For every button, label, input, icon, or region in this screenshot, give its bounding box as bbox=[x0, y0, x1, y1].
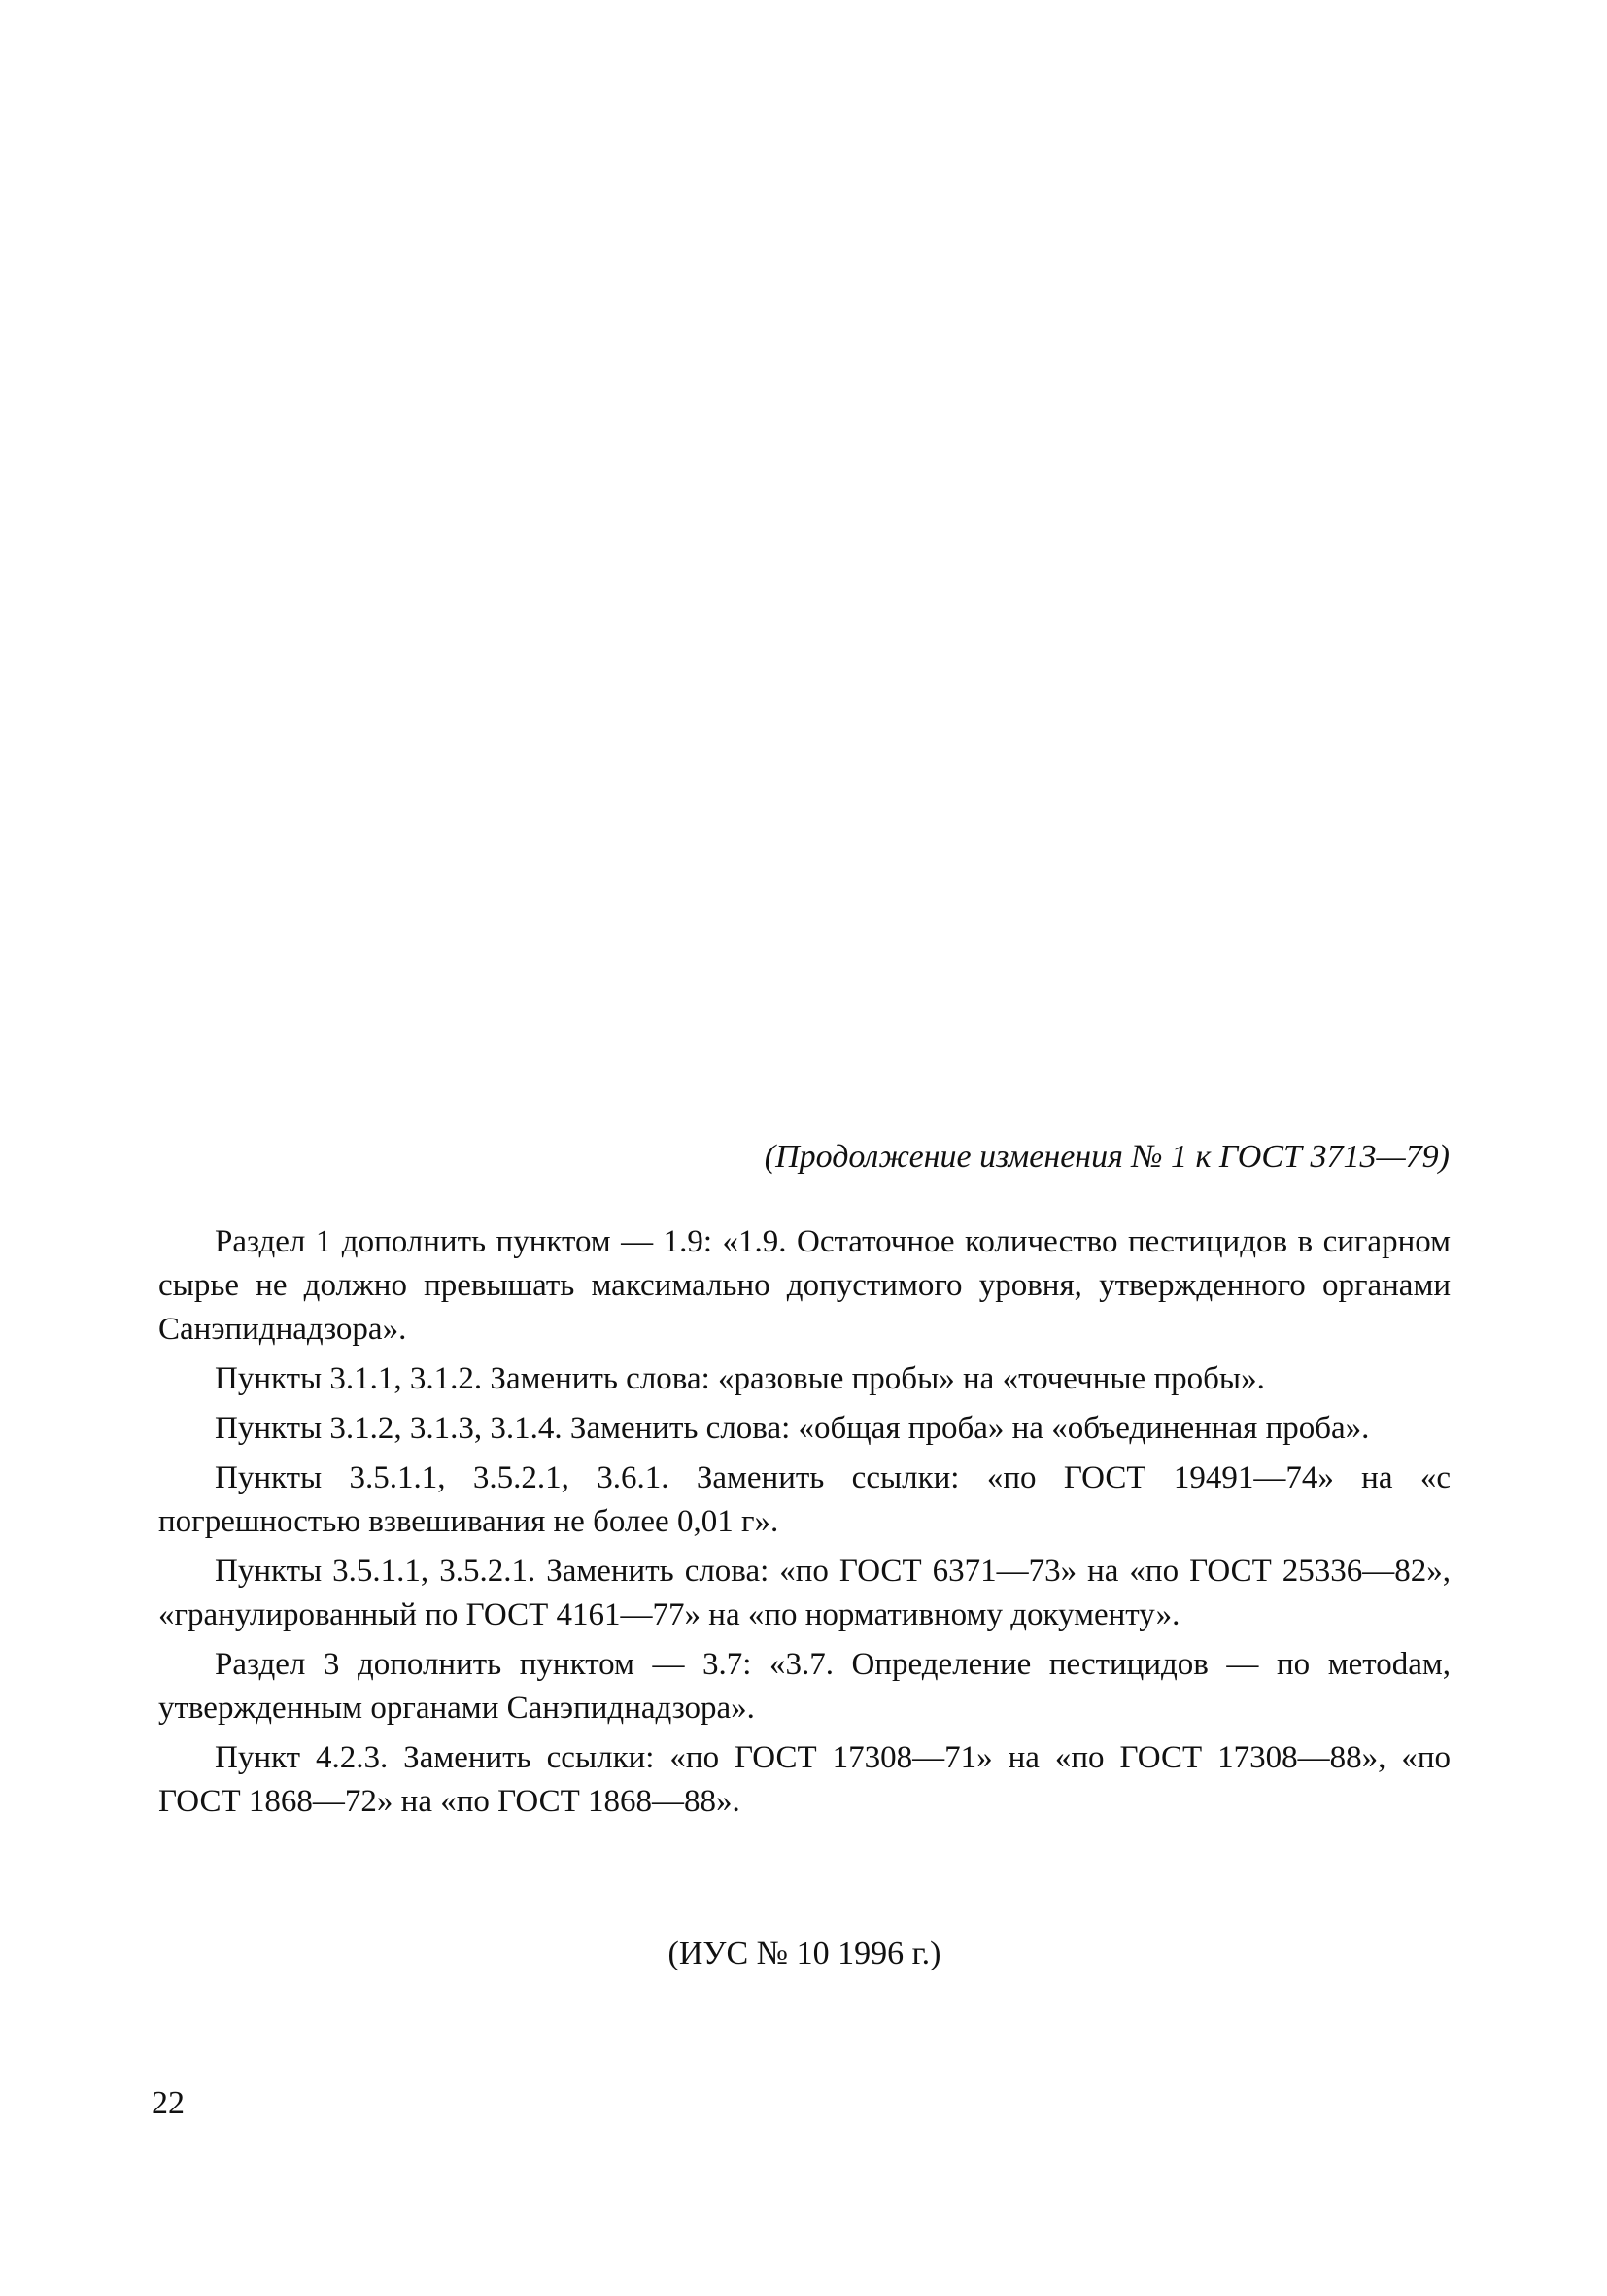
page-heading: (Продолжение изменения № 1 к ГОСТ 3713—79) bbox=[764, 1139, 1450, 1175]
paragraph-items-3-1-1: Пункты 3.1.1, 3.1.2. Заменить слова: «разовые пробы» на «точечные пробы». bbox=[215, 1361, 1265, 1396]
paragraph-items-3-5-1-1-references: Пункты 3.5.1.1, 3.5.2.1, 3.6.1. Заменить ссылки: «по ГОСТ 19491—74» на «с погрешностью взвешивания не более 0,01 г». bbox=[158, 1460, 1451, 1539]
page-number: 22 bbox=[152, 2085, 185, 2121]
ius-citation: (ИУС № 10 1996 г.) bbox=[667, 1936, 941, 1971]
paragraph-section-1-addition: Раздел 1 дополнить пунктом — 1.9: «1.9. Остаточное количество пестицидов в сигарном сырье не должно превышать максимально допустимого уровня, утвержденного органами Санэпиднадзора». bbox=[158, 1224, 1451, 1347]
paragraph-section-3-addition: Раздел 3 дополнить пунктом — 3.7: «3.7. Определение пестицидов — по метоdам, утвержденным органами Санэпиднадзора». bbox=[158, 1647, 1451, 1726]
paragraph-item-4-2-3: Пункт 4.2.3. Заменить ссылки: «по ГОСТ 17308—71» на «по ГОСТ 17308—88», «по ГОСТ 1868—72» на «по ГОСТ 1868—88». bbox=[158, 1740, 1451, 1819]
paragraph-items-3-1-2: Пункты 3.1.2, 3.1.3, 3.1.4. Заменить слова: «общая проба» на «объединенная проба». bbox=[215, 1411, 1370, 1446]
amendment-body bbox=[158, 1220, 1451, 1830]
paragraph-items-3-5-1-1-words: Пункты 3.5.1.1, 3.5.2.1. Заменить слова: «по ГОСТ 6371—73» на «по ГОСТ 25336—82», «гранулированный по ГОСТ 4161—77» на «по нормативному документу». bbox=[158, 1554, 1451, 1632]
